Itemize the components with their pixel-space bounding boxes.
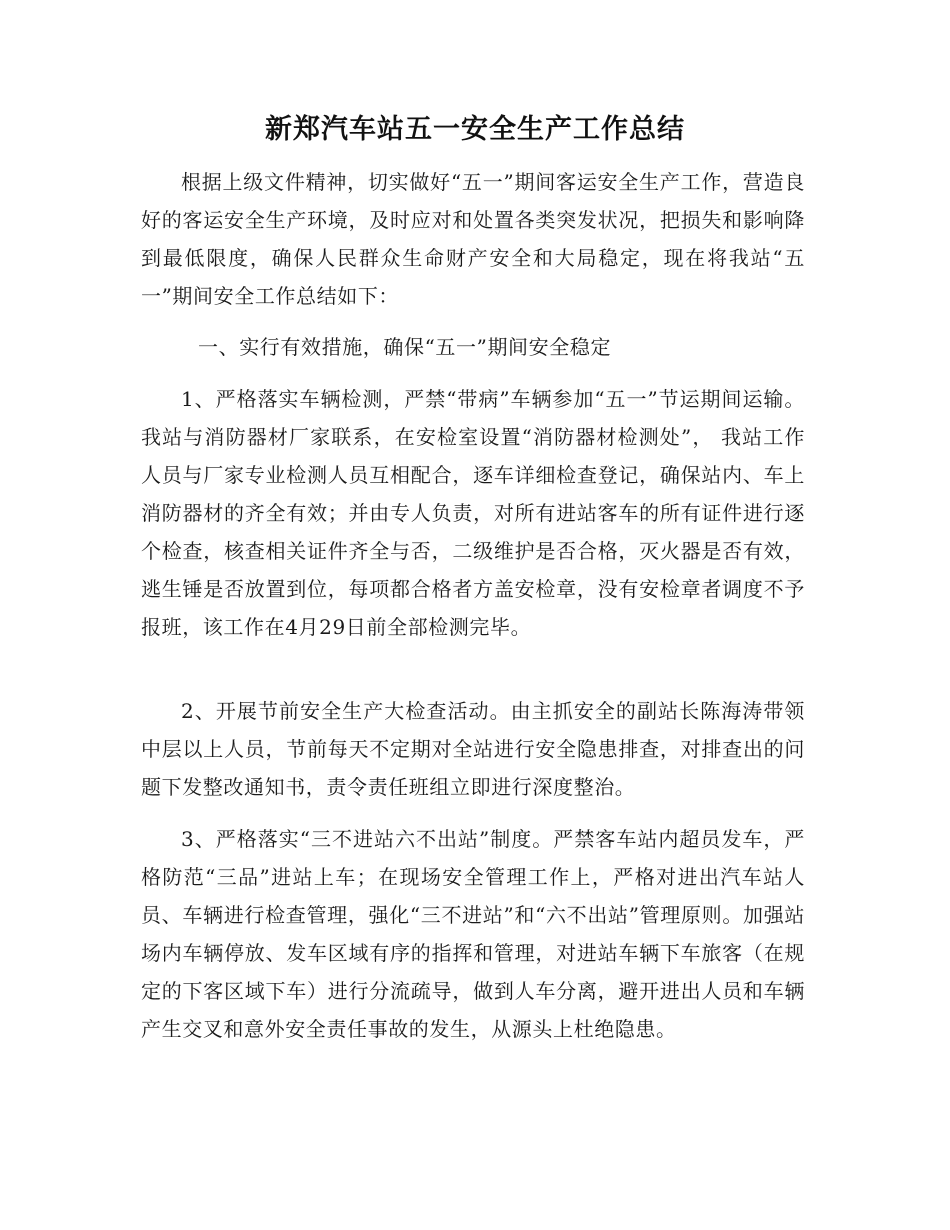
item-2-paragraph: 2、开展节前安全生产大检查活动。由主抓安全的副站长陈海涛带领中层以上人员，节前每天不定期对全站进行安全隐患排查，对排查出的问题下发整改通知书，责令责任班组立即进行深度整治。 bbox=[141, 699, 805, 799]
document-title: 新郑汽车站五一安全生产工作总结 bbox=[265, 114, 685, 145]
section-heading-1: 一、实行有效措施，确保“五一”期间安全稳定 bbox=[198, 335, 612, 359]
item-3-paragraph: 3、严格落实“三不进站六不出站”制度。严禁客车站内超员发车，严格防范“三品”进站上车；在现场安全管理工作上，严格对进出汽车站人员、车辆进行检查管理，强化“三不进站”和“六不出站”管理原则。加强站场内车辆停放、发车区域有序的指挥和管理，对进站车辆下车旅客（在规定的下客区域下车）进行分流疏导，做到人车分离，避开进出人员和车辆产生交叉和意外安全责任事故的发生，从源头上杜绝隐患。 bbox=[141, 827, 805, 1041]
item-1-paragraph: 1、严格落实车辆检测，严禁“带病”车辆参加“五一”节运期间运输。我站与消防器材厂家联系，在安检室设置“消防器材检测处”， 我站工作人员与厂家专业检测人员互相配合，逐车详细检查登记，确保站内、车上消防器材的齐全有效；并由专人负责，对所有进站客车的所有证件进行逐个检查，核查相关证件齐全与否，二级维护是否合格，灭火器是否有效，逃生锤是否放置到位，每项都合格者方盖安检章，没有安检章者调度不予报班，该工作在4月29日前全部检测完毕。 bbox=[141, 387, 805, 639]
intro-paragraph: 根据上级文件精神，切实做好“五一”期间客运安全生产工作，营造良好的客运安全生产环境，及时应对和处置各类突发状况，把损失和影响降到最低限度，确保人民群众生命财产安全和大局稳定，现在将我站“五一”期间安全工作总结如下： bbox=[141, 170, 805, 308]
